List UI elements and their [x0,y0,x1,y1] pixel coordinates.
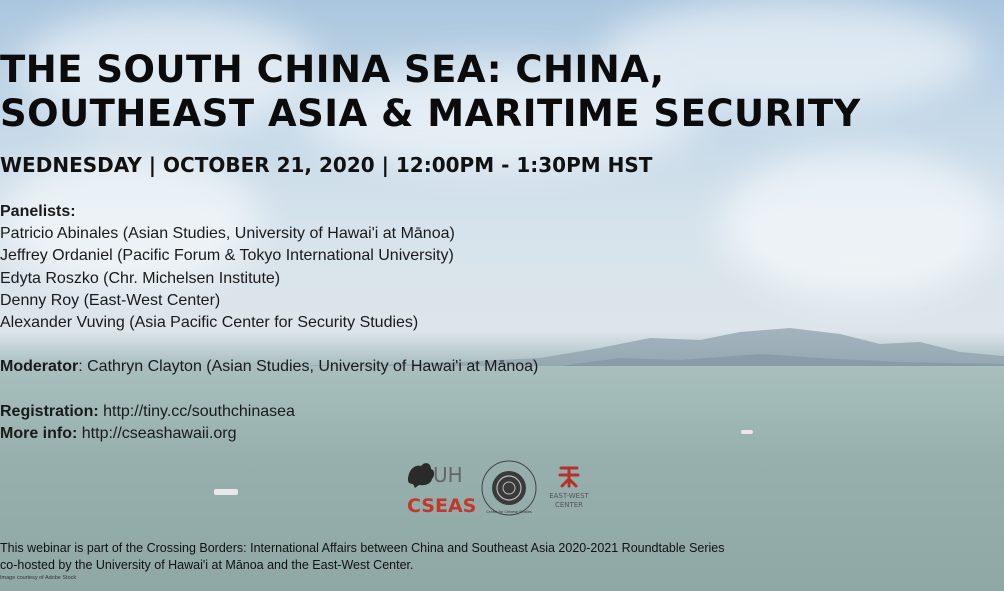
more-info-line [0,423,1004,445]
event-date-time: WEDNESDAY | OCTOBER 21, 2020 | 12:00PM - 1:30PM HST [0,153,653,177]
image-credit: Image courtesy of Adobe Stock [0,575,77,581]
ewc-mark-icon [560,468,578,486]
footer-note [0,540,1004,574]
moderator-line [0,356,1004,378]
ccs-seal [482,461,536,515]
panelist-item: Jeffrey Ordaniel (Pacific Forum & Tokyo International University) [0,247,454,265]
panelist-item: Edyta Roszko (Chr. Michelsen Institute) [0,269,281,287]
event-title [0,48,1004,136]
registration-label: Registration: [0,403,99,420]
ship-left [214,489,238,495]
panelists-section [0,201,1004,334]
ewc-logo [549,468,589,509]
panelist-item: Alexander Vuving (Asia Pacific Center for Security Studies) [0,314,419,332]
moderator-value: : Cathryn Clayton (Asian Studies, University of Hawai'i at Mānoa) [78,358,539,375]
more-info-link[interactable]: http://cseashawaii.org [77,425,237,443]
registration-line [0,401,1004,423]
registration-link[interactable]: http://tiny.cc/southchinasea [98,403,295,420]
panelist-item: Denny Roy (East-West Center) [0,291,221,309]
ewc-text-1: EAST-WEST [549,492,589,500]
ccs-caption: Center for Chinese Studies [486,510,532,514]
links-section [0,401,1004,445]
more-info-label: More info: [0,425,78,443]
footer-line-1: This webinar is part of the Crossing Borders: International Affairs between China and Southeast Asia 2020-2021 Roundtable Series [0,541,725,555]
moderator-label: Moderator [0,358,79,375]
sponsor-logos [405,458,605,518]
rooster-icon [408,463,434,488]
title-line-2: SOUTHEAST ASIA & MARITIME SECURITY [0,92,861,135]
title-line-1: THE SOUTH CHINA SEA: CHINA, [0,48,665,91]
panelists-heading: Panelists: [0,203,76,220]
panelist-item: Patricio Abinales (Asian Studies, University of Hawai'i at Mānoa) [0,225,455,243]
ewc-text-2: CENTER [554,501,584,509]
cseas-logo [407,463,476,517]
uh-text: UH [433,463,463,487]
cseas-text: CSEAS [407,495,477,517]
footer-line-2: co-hosted by the University of Hawai'i at Mānoa and the East-West Center. [0,558,414,572]
